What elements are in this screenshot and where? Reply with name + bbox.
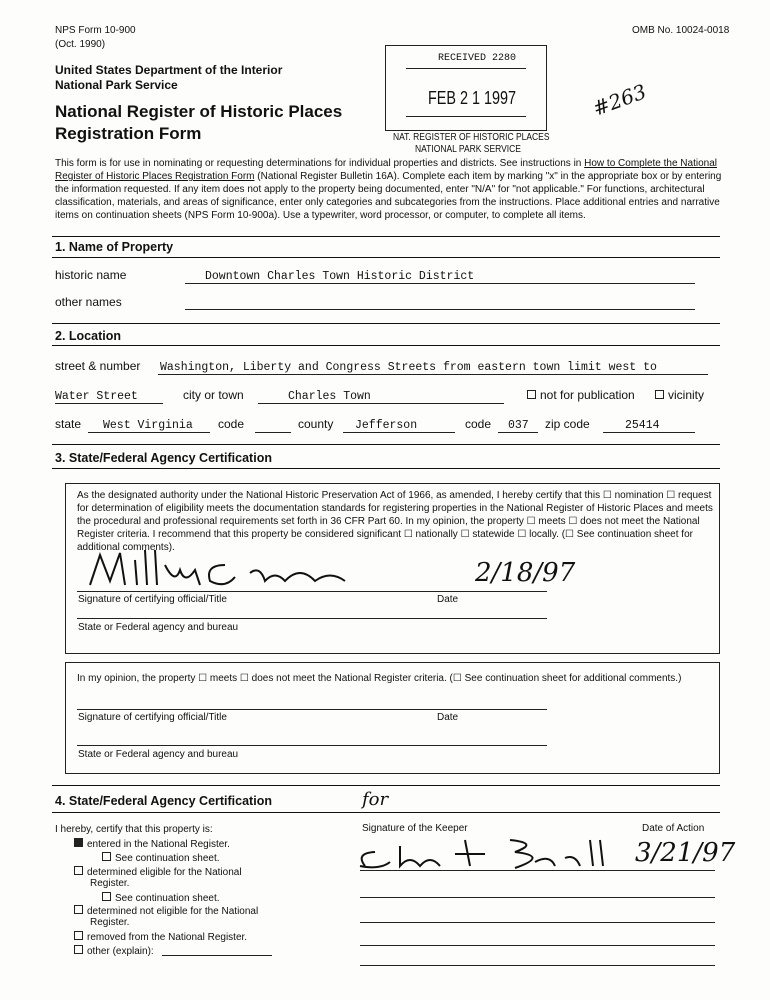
- stamp-line2: NATIONAL PARK SERVICE: [415, 144, 521, 155]
- handwritten-number: #263: [589, 79, 650, 121]
- removed-checkbox[interactable]: removed from the National Register.: [74, 931, 247, 943]
- signature-handwriting: [85, 545, 385, 590]
- bureau-label-2: State or Federal agency and bureau: [78, 749, 239, 760]
- stamp-line1: NAT. REGISTER OF HISTORIC PLACES: [393, 132, 550, 143]
- county-label: county: [298, 417, 334, 431]
- received-stamp: [385, 45, 547, 131]
- form-subtitle: Registration Form: [55, 124, 202, 143]
- eligible-checkbox[interactable]: determined eligible for the National: [74, 866, 242, 878]
- omb-number: OMB No. 10024-0018: [632, 25, 730, 36]
- bureau-label: State or Federal agency and bureau: [78, 622, 239, 633]
- section4-intro: I hereby, certify that this property is:: [55, 824, 213, 835]
- other-names-field[interactable]: [185, 309, 695, 310]
- section3-heading: 3. State/Federal Agency Certification: [55, 451, 272, 465]
- city-label: city or town: [183, 388, 244, 402]
- entered-checkbox[interactable]: entered in the National Register.: [74, 838, 230, 850]
- continuation-checkbox-1[interactable]: See continuation sheet.: [102, 852, 220, 864]
- action-date-label: Date of Action: [642, 823, 705, 834]
- section2-heading: 2. Location: [55, 329, 121, 343]
- certification-date: 2/18/97: [475, 558, 576, 588]
- state-code-label: code: [218, 417, 245, 431]
- department: United States Department of the Interior: [55, 63, 283, 77]
- stamp-received: RECEIVED 2280: [438, 53, 517, 64]
- keeper-signature: [355, 838, 615, 870]
- not-eligible-label-cont: Register.: [90, 917, 130, 928]
- state-code-field[interactable]: [255, 432, 291, 433]
- eligible-label-cont: Register.: [90, 878, 130, 889]
- other-explain-field[interactable]: [162, 955, 272, 956]
- state-value[interactable]: West Virginia: [103, 419, 193, 432]
- form-number: NPS Form 10-900: [55, 25, 136, 36]
- instructions: This form is for use in nominating or requesting determinations for individual properties and districts. See instructions in How to Complete the National Register of Historic Places Registration Form (National Register Bulletin 16A). Complete each item by marking "x" in the appropriate box or by entering the information requested. If any item does not apply to the property being documented, enter "N/A" for "not applicable." For functions, architectural classification, materials, and areas of significance, enter only categories and subcategories from the instructions. Place additional entries and narrative items on continuation sheets (NPS Form 10-900a). Use a typewriter, word processor, or computer, to complete all items.: [55, 158, 722, 221]
- city-value[interactable]: Charles Town: [288, 390, 371, 403]
- date-label-2: Date: [437, 712, 459, 723]
- keeper-note: for: [362, 789, 389, 810]
- stamp-date: FEB 2 1 1997: [428, 88, 517, 108]
- street-value-cont[interactable]: Water Street: [55, 390, 138, 403]
- other-checkbox[interactable]: other (explain):: [74, 945, 154, 957]
- service: National Park Service: [55, 78, 178, 92]
- county-value[interactable]: Jefferson: [355, 419, 418, 432]
- instructions-link[interactable]: How to Complete the National Register of Historic Places Registration Form: [55, 158, 717, 182]
- section4-heading: 4. State/Federal Agency Certification: [55, 794, 272, 808]
- street-value[interactable]: Washington, Liberty and Congress Streets from eastern town limit west to: [160, 361, 657, 374]
- other-names-label: other names: [55, 295, 122, 309]
- certification-text: As the designated authority under the National Historic Preservation Act of 1966, as amended, I hereby certify that this ☐ nomination ☐ request for determination of eligibility meets the documentation standards for registering properties in the National Register of Historic Places and meets the procedural and professional requirements set forth in 36 CFR Part 60. In my opinion, the property ☐ meets ☐ does not meet the National Register criteria. I recommend that this property be considered significant ☐ nationally ☐ statewide ☐ locally. (☐ See continuation sheet for additional comments).: [77, 490, 713, 553]
- form-date: (Oct. 1990): [55, 39, 106, 50]
- vicinity-checkbox[interactable]: vicinity: [655, 388, 704, 402]
- street-label: street & number: [55, 359, 141, 373]
- historic-name-label: historic name: [55, 268, 127, 282]
- opinion-text: In my opinion, the property ☐ meets ☐ does not meet the National Register criteria. (☐ See continuation sheet for additional comments.): [77, 673, 682, 684]
- form-title: National Register of Historic Places: [55, 102, 343, 121]
- county-code-label: code: [465, 417, 492, 431]
- section1-heading: 1. Name of Property: [55, 240, 174, 254]
- not-eligible-checkbox[interactable]: determined not eligible for the National: [74, 905, 258, 917]
- zip-value[interactable]: 25414: [625, 419, 660, 432]
- signature-label-2: Signature of certifying official/Title: [78, 712, 227, 723]
- keeper-label: Signature of the Keeper: [362, 823, 468, 834]
- signature-label: Signature of certifying official/Title: [78, 594, 227, 605]
- date-label: Date: [437, 594, 459, 605]
- not-for-publication-checkbox[interactable]: not for publication: [527, 388, 635, 402]
- action-date: 3/21/97: [635, 838, 736, 868]
- county-code-value[interactable]: 037: [508, 419, 529, 432]
- historic-name-value[interactable]: Downtown Charles Town Historic District: [205, 270, 475, 283]
- zip-label: zip code: [545, 417, 590, 431]
- continuation-checkbox-2[interactable]: See continuation sheet.: [102, 892, 220, 904]
- state-label: state: [55, 417, 82, 431]
